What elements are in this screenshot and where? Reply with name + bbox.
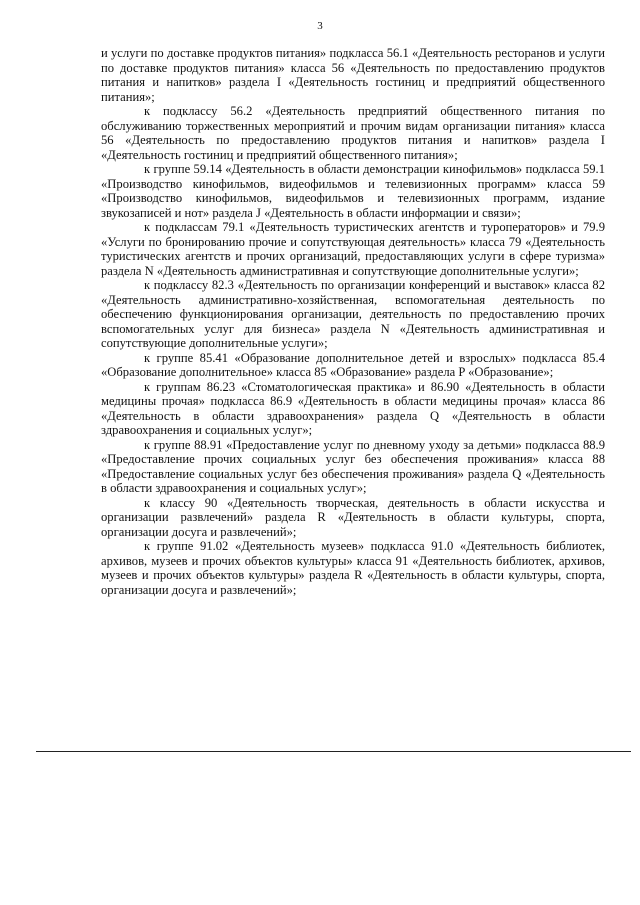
- paragraph-90: к классу 90 «Деятельность творческая, деятельность в области искусства и организации развлечений» раздела R «Деятельность в области культуры, спорта, организации досуга и развлечений»;: [101, 495, 605, 539]
- paragraph-88-91: к группе 88.91 «Предоставление услуг по дневному уходу за детьми» подкласса 88.9 «Предоставление прочих социальных услуг без обеспечения проживания» класса 88 «Предоставление социальных услуг без обеспечения проживания» раздела Q «Деятельность в области здравоохранения и социальных услуг»;: [101, 437, 605, 495]
- footer-divider: [36, 751, 631, 752]
- page-number: 3: [317, 20, 323, 32]
- paragraph-91-02: к группе 91.02 «Деятельность музеев» подкласса 91.0 «Деятельность библиотек, архивов, музеев и прочих объектов культуры» класса 91 «Деятельность библиотек, архивов, музеев и прочих объектов культуры» раздела R «Деятельность в области культуры, спорта, организации досуга и развлечений»;: [101, 539, 605, 597]
- paragraph-86: к группам 86.23 «Стоматологическая практика» и 86.90 «Деятельность в области медицины прочая» подкласса 86.9 «Деятельность в области медицины прочая» класса 86 «Деятельность в области здравоохранения» раздела Q «Деятельность в области здравоохранения и социальных услуг»;: [101, 379, 605, 437]
- document-body: [101, 46, 605, 597]
- paragraph-56-2: к подклассу 56.2 «Деятельность предприятий общественного питания по обслуживанию торжественных мероприятий и прочим видам организации питания» класса 56 «Деятельность по предоставлению продуктов питания и напитков» раздела I «Деятельность гостиниц и предприятий общественного питания»;: [101, 104, 605, 162]
- paragraph-59-14: к группе 59.14 «Деятельность в области демонстрации кинофильмов» подкласса 59.1 «Производство кинофильмов, видеофильмов и телевизионных программ» класса 59 «Производство кинофильмов, видеофильмов и телевизионных программ, издание звукозаписей и нот» раздела J «Деятельность в области информации и связи»;: [101, 162, 605, 220]
- paragraph-79: к подклассам 79.1 «Деятельность туристических агентств и туроператоров» и 79.9 «Услуги по бронированию прочие и сопутствующая деятельность» класса 79 «Деятельность туристических агентств и прочих организаций, предоставляющих услуги в сфере туризма» раздела N «Деятельность административная и сопутствующие дополнительные услуги»;: [101, 220, 605, 278]
- paragraph-continuation-56-1: и услуги по доставке продуктов питания» подкласса 56.1 «Деятельность ресторанов и услуги по доставке продуктов питания» класса 56 «Деятельность по предоставлению продуктов питания и напитков» раздела I «Деятельность гостиниц и предприятий общественного питания»;: [101, 46, 605, 104]
- paragraph-82-3: к подклассу 82.3 «Деятельность по организации конференций и выставок» класса 82 «Деятельность административно-хозяйственная, вспомогательная деятельность по обеспечению функционирования организации, деятельность по предоставлению прочих вспомогательных услуг для бизнеса» раздела N «Деятельность административная и сопутствующие дополнительные услуги»;: [101, 278, 605, 350]
- paragraph-85-41: к группе 85.41 «Образование дополнительное детей и взрослых» подкласса 85.4 «Образование дополнительное» класса 85 «Образование» раздела P «Образование»;: [101, 350, 605, 379]
